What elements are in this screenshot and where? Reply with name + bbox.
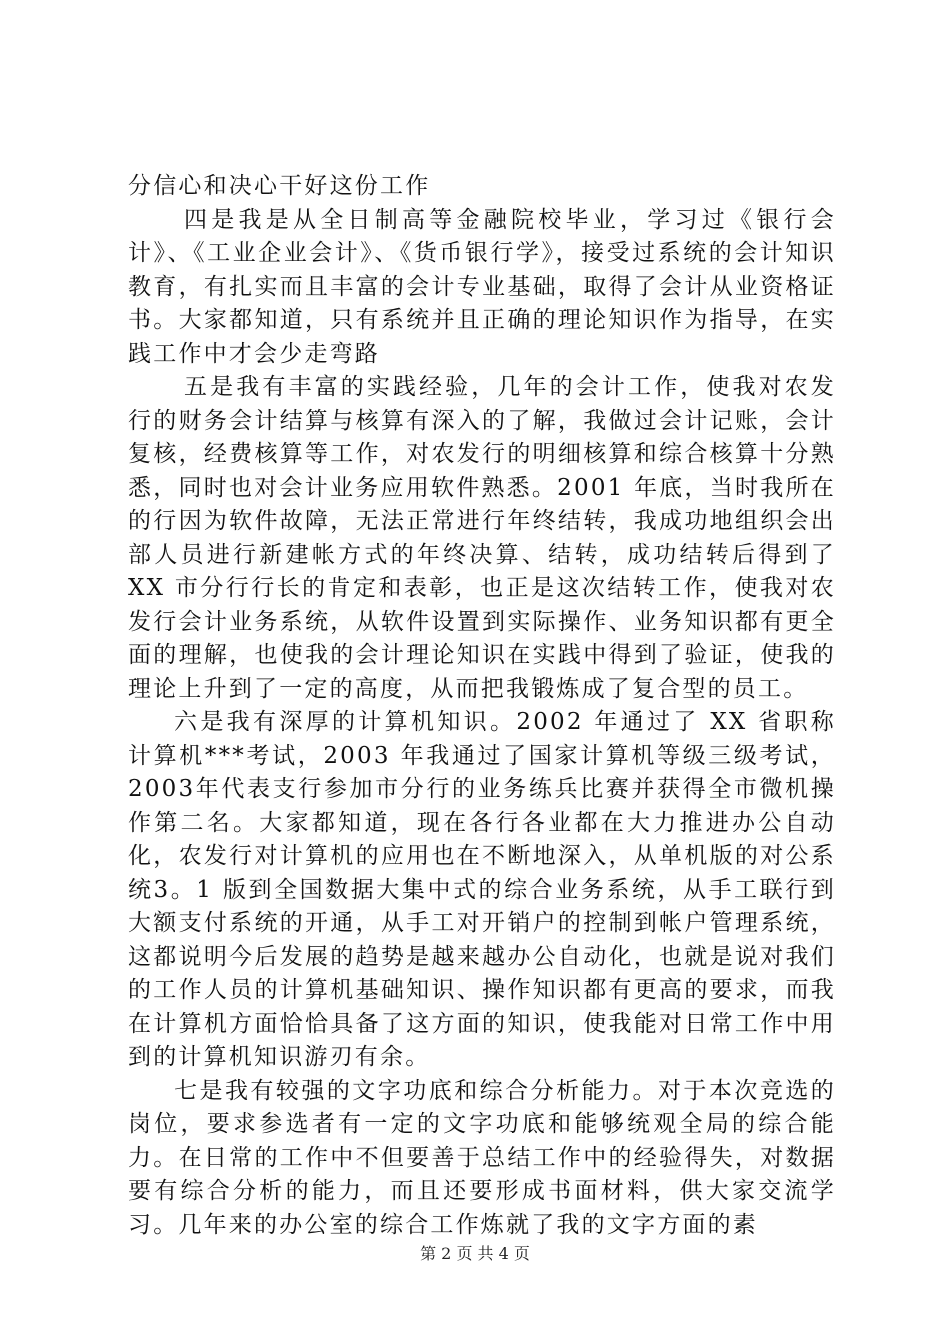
document-body — [128, 170, 836, 1242]
paragraph-point-seven: 七是我有较强的文字功底和综合分析能力。对于本次竞选的岗位，要求参选者有一定的文字功底和能够统观全局的综合能力。在日常的工作中不但要善于总结工作中的经验得失，对数据要有综合分析的能力，而且还要形成书面材料，供大家交流学习。几年来的办公室的综合工作炼就了我的文字方面的素 — [128, 1077, 836, 1238]
paragraph-continuation: 分信心和决心干好这份工作 — [128, 173, 431, 199]
paragraph-point-four: 四是我是从全日制高等金融院校毕业，学习过《银行会计》、《工业企业会计》、《货币银行学》，接受过系统的会计知识教育，有扎实而且丰富的会计专业基础，取得了会计从业资格证书。大家都知道，只有系统并且正确的理论知识作为指导，在实践工作中才会少走弯路 — [128, 206, 836, 367]
paragraph-point-five: 五是我有丰富的实践经验，几年的会计工作，使我对农发行的财务会计结算与核算有深入的了解，我做过会计记账，会计复核，经费核算等工作，对农发行的明细核算和综合核算十分熟悉，同时也对会计业务应用软件熟悉。2001 年底，当时我所在的行因为软件故障，无法正常进行年终结转，我成功地组织会出部人员进行新建帐方式的年终决算、结转，成功结转后得到了 XX 市分行行长的肯定和表彰，也正是这次结转工作，使我对农发行会计业务系统，从软件设置到实际操作、业务知识都有更全面的理解，也使我的会计理论知识在实践中得到了验证，使我的理论上升到了一定的高度，从而把我锻炼成了复合型的员工。 — [128, 374, 836, 702]
paragraph-point-six: 六是我有深厚的计算机知识。2002 年通过了 XX 省职称计算机***考试，2003 年我通过了国家计算机等级三级考试，2003年代表支行参加市分行的业务练兵比赛并获得全市微机操作第二名。大家都知道，现在各行各业都在大力推进办公自动化，农发行对计算机的应用也在不断地深入，从单机版的对公系统3。1 版到全国数据大集中式的综合业务系统，从手工联行到大额支付系统的开通，从手工对开销户的控制到帐户管理系统，这都说明今后发展的趋势是越来越办公自动化，也就是说对我们的工作人员的计算机基础知识、操作知识都有更高的要求，而我在计算机方面恰恰具备了这方面的知识，使我能对日常工作中用到的计算机知识游刃有余。 — [128, 709, 836, 1070]
page-footer: 第 2 页 共 4 页 — [420, 1244, 530, 1263]
